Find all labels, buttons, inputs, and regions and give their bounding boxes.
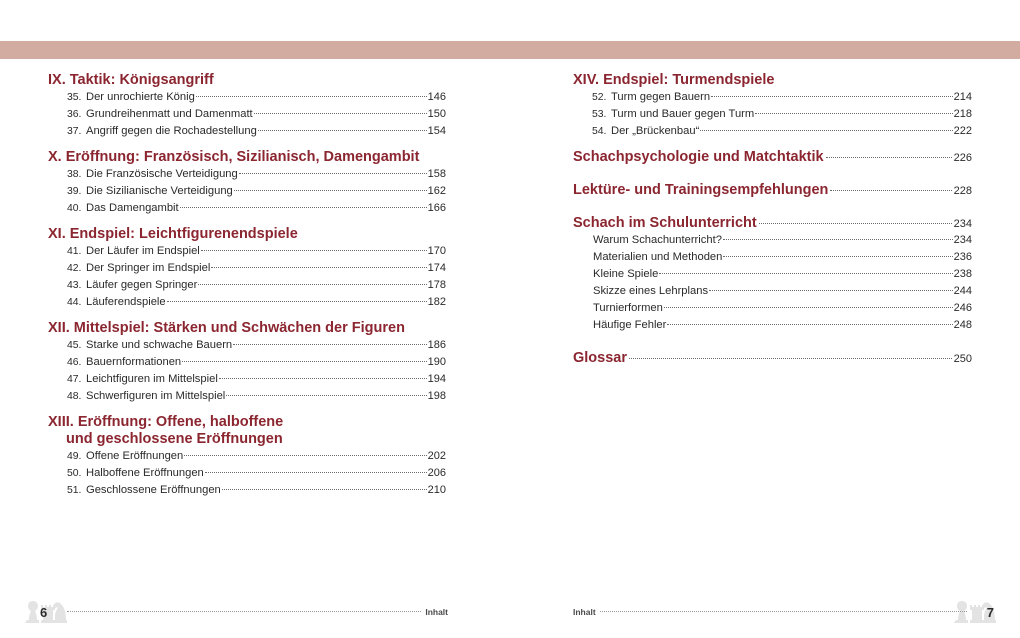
dot-leader: [233, 344, 426, 345]
entry-title: Offene Eröffnungen: [86, 450, 184, 462]
entry-page: 154: [427, 125, 446, 137]
dot-leader: [219, 378, 427, 379]
entry-page: 150: [427, 108, 446, 120]
entry-page: 214: [953, 91, 972, 103]
left-page: [48, 72, 446, 508]
entry-number: 52.: [592, 92, 607, 103]
entry-title: Warum Schachunterricht?: [593, 234, 722, 246]
chapter-heading[interactable]: IX. Taktik: Königsangriff: [48, 72, 214, 88]
chapter-heading-line2: und geschlossene Eröffnungen: [66, 431, 283, 447]
toc-entry[interactable]: [573, 300, 972, 317]
entry-title: Der Springer im Endspiel: [86, 262, 211, 274]
entry-title: Kleine Spiele: [593, 268, 659, 280]
entry-title: Läufer gegen Springer: [86, 279, 198, 291]
dot-leader: [211, 267, 426, 268]
dot-leader: [198, 284, 426, 285]
dot-leader: [667, 324, 952, 325]
chapter-heading-line1: XIII. Eröffnung: Offene, halboffene: [48, 414, 284, 430]
toc-entry[interactable]: [48, 89, 446, 106]
toc-entry[interactable]: [48, 243, 446, 260]
footer-label: Inhalt: [425, 607, 448, 617]
toc-section: [48, 149, 446, 217]
entry-title: Geschlossene Eröffnungen: [86, 484, 221, 496]
entry-number: 39.: [67, 186, 82, 197]
section-page: 226: [953, 152, 972, 164]
toc-entry[interactable]: [48, 123, 446, 140]
section-heading-lektuere[interactable]: [573, 182, 972, 199]
entry-title: Skizze eines Lehrplans: [593, 285, 709, 297]
entry-title: Der Läufer im Endspiel: [86, 245, 200, 257]
entry-number: 43.: [67, 280, 82, 291]
entry-title: Angriff gegen die Rochadestellung: [86, 125, 257, 137]
entry-number: 44.: [67, 297, 82, 308]
page-number: 6: [40, 604, 48, 620]
entry-page: 248: [953, 319, 972, 331]
entry-page: 222: [953, 125, 972, 137]
dot-leader: [184, 455, 426, 456]
entry-title: Starke und schwache Bauern: [86, 339, 233, 351]
section-page: 228: [953, 185, 972, 197]
toc-entry[interactable]: [573, 283, 972, 300]
toc-entry[interactable]: [573, 123, 972, 140]
entry-number: 42.: [67, 263, 82, 274]
entry-title: Läuferendspiele: [86, 296, 166, 308]
entry-number: 51.: [67, 485, 82, 496]
entry-page: 166: [427, 202, 446, 214]
entry-number: 54.: [592, 126, 607, 137]
toc-section: [48, 414, 446, 499]
toc-section: [573, 72, 972, 140]
entry-title: Turm gegen Bauern: [611, 91, 711, 103]
dot-leader: [700, 130, 952, 131]
footer-dot-leader: [600, 611, 967, 612]
dot-leader: [629, 358, 952, 359]
entry-page: 146: [427, 91, 446, 103]
dot-leader: [723, 239, 953, 240]
dot-leader: [759, 223, 952, 224]
section-heading-schule[interactable]: [573, 215, 972, 232]
toc-section: [48, 226, 446, 311]
entry-list: [48, 166, 446, 217]
right-footer: [573, 604, 994, 620]
chapter-heading[interactable]: [48, 414, 446, 448]
section-page: 234: [953, 218, 972, 230]
toc-entry[interactable]: [48, 371, 446, 388]
dot-leader: [222, 489, 427, 490]
toc-entry[interactable]: [48, 200, 446, 217]
dot-leader: [226, 395, 426, 396]
toc-section-lektuere: [573, 182, 972, 199]
entry-page: 198: [427, 390, 446, 402]
chapter-heading[interactable]: XI. Endspiel: Leichtfigurenendspiele: [48, 226, 298, 242]
entry-title: Häufige Fehler: [593, 319, 667, 331]
dot-leader: [167, 301, 427, 302]
entry-page: 174: [427, 262, 446, 274]
dot-leader: [201, 250, 427, 251]
entry-number: 37.: [67, 126, 82, 137]
entry-number: 38.: [67, 169, 82, 180]
entry-page: 206: [427, 467, 446, 479]
entry-list: [573, 232, 972, 334]
entry-list: [48, 448, 446, 499]
dot-leader: [258, 130, 427, 131]
entry-page: 244: [953, 285, 972, 297]
toc-section-glossar: [573, 350, 972, 367]
entry-title: Der unrochierte König: [86, 91, 195, 103]
entry-title: Das Damengambit: [86, 202, 179, 214]
dot-leader: [659, 273, 952, 274]
dot-leader: [709, 290, 953, 291]
toc-section: [48, 320, 446, 405]
section-title: Schachpsychologie und Matchtaktik: [573, 149, 824, 165]
dot-leader: [826, 157, 952, 158]
toc-entry[interactable]: [48, 277, 446, 294]
entry-page: 194: [427, 373, 446, 385]
entry-title: Materialien und Methoden: [593, 251, 723, 263]
entry-title: Schwerfiguren im Mittelspiel: [86, 390, 226, 402]
toc-entry[interactable]: [48, 337, 446, 354]
entry-page: 190: [427, 356, 446, 368]
entry-page: 246: [953, 302, 972, 314]
dot-leader: [196, 96, 427, 97]
dot-leader: [254, 113, 427, 114]
section-title: Lektüre- und Trainingsempfehlungen: [573, 182, 829, 198]
toc-section-psychologie: [573, 149, 972, 166]
dot-leader: [180, 207, 427, 208]
section-heading-psychologie[interactable]: [573, 149, 972, 166]
entry-number: 50.: [67, 468, 82, 479]
entry-page: 158: [427, 168, 446, 180]
chapter-heading[interactable]: XII. Mittelspiel: Stärken und Schwächen der Figuren: [48, 320, 405, 336]
entry-number: 53.: [592, 109, 607, 120]
entry-page: 210: [427, 484, 446, 496]
section-page: 250: [953, 353, 972, 365]
toc-entry[interactable]: [48, 354, 446, 371]
toc-entry[interactable]: [573, 89, 972, 106]
entry-page: 186: [427, 339, 446, 351]
left-footer: [26, 604, 448, 620]
page-number: 7: [986, 604, 994, 620]
dot-leader: [711, 96, 953, 97]
toc-section-schule: [573, 215, 972, 334]
dot-leader: [664, 307, 953, 308]
toc-entry[interactable]: [48, 166, 446, 183]
dot-leader: [205, 472, 427, 473]
toc-section: [48, 72, 446, 140]
toc-entry[interactable]: [573, 266, 972, 283]
entry-title: Grundreihenmatt und Damenmatt: [86, 108, 253, 120]
entry-page: 234: [953, 234, 972, 246]
footer-dot-leader: [67, 611, 421, 612]
toc-entry[interactable]: [48, 448, 446, 465]
toc-entry[interactable]: [48, 294, 446, 311]
toc-entry[interactable]: [48, 183, 446, 200]
toc-entry[interactable]: [573, 317, 972, 334]
section-heading-glossar[interactable]: [573, 350, 972, 367]
entry-number: 35.: [67, 92, 82, 103]
entry-page: 218: [953, 108, 972, 120]
entry-title: Leichtfiguren im Mittelspiel: [86, 373, 218, 385]
toc-entry[interactable]: [48, 388, 446, 405]
entry-title: Der „Brückenbau“: [611, 125, 700, 137]
entry-list: [48, 89, 446, 140]
right-page: [573, 72, 972, 376]
header-band: [0, 41, 1020, 59]
section-title: Schach im Schulunterricht: [573, 215, 757, 231]
toc-entry[interactable]: [573, 232, 972, 249]
dot-leader: [234, 190, 427, 191]
dot-leader: [723, 256, 952, 257]
toc-entry[interactable]: [48, 260, 446, 277]
toc-entry[interactable]: [48, 482, 446, 499]
entry-page: 202: [427, 450, 446, 462]
entry-title: Die Sizilianische Verteidigung: [86, 185, 233, 197]
entry-number: 36.: [67, 109, 82, 120]
entry-number: 45.: [67, 340, 82, 351]
entry-page: 170: [427, 245, 446, 257]
toc-entry[interactable]: [48, 106, 446, 123]
entry-number: 47.: [67, 374, 82, 385]
entry-number: 49.: [67, 451, 82, 462]
entry-page: 238: [953, 268, 972, 280]
dot-leader: [830, 190, 951, 191]
entry-title: Halboffene Eröffnungen: [86, 467, 204, 479]
dot-leader: [239, 173, 427, 174]
entry-list: [48, 337, 446, 405]
footer-label: Inhalt: [573, 607, 596, 617]
chapter-heading[interactable]: X. Eröffnung: Französisch, Sizilianisch, Damengambit: [48, 149, 420, 165]
entry-number: 48.: [67, 391, 82, 402]
entry-list: [573, 89, 972, 140]
dot-leader: [755, 113, 952, 114]
entry-number: 46.: [67, 357, 82, 368]
entry-title: Turm und Bauer gegen Turm: [611, 108, 755, 120]
entry-page: 182: [427, 296, 446, 308]
entry-page: 236: [953, 251, 972, 263]
entry-title: Die Französische Verteidigung: [86, 168, 238, 180]
entry-title: Turnierformen: [593, 302, 663, 314]
entry-list: [48, 243, 446, 311]
toc-entry[interactable]: [573, 249, 972, 266]
section-title: Glossar: [573, 350, 627, 366]
entry-page: 162: [427, 185, 446, 197]
toc-entry[interactable]: [573, 106, 972, 123]
dot-leader: [182, 361, 426, 362]
toc-entry[interactable]: [48, 465, 446, 482]
entry-title: Bauernformationen: [86, 356, 182, 368]
entry-number: 40.: [67, 203, 82, 214]
entry-page: 178: [427, 279, 446, 291]
entry-number: 41.: [67, 246, 82, 257]
chapter-heading[interactable]: XIV. Endspiel: Turmendspiele: [573, 72, 775, 88]
